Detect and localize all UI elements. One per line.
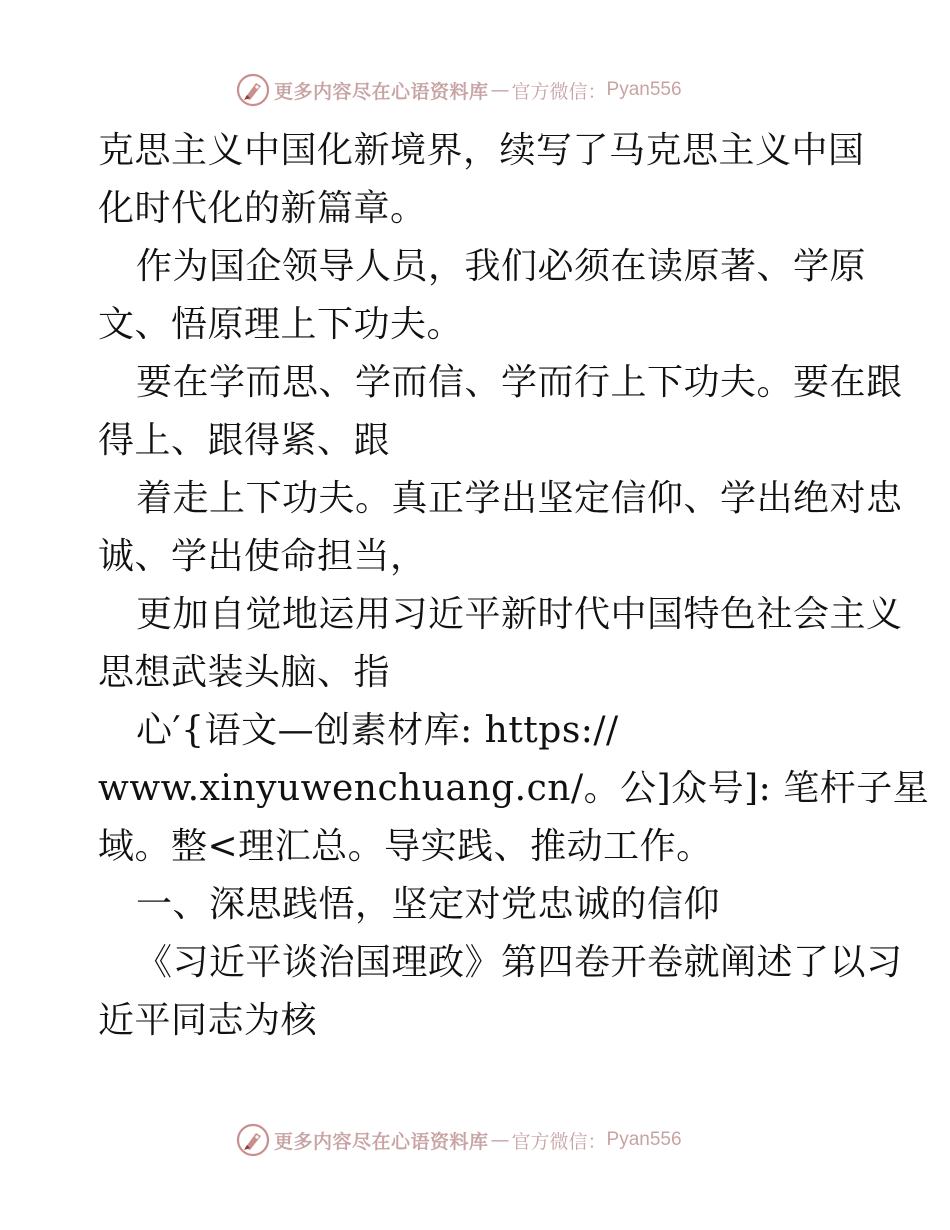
footer-banner [236,1122,682,1158]
text-line: 着走上下功夫。真正学出坚定信仰、学出绝对忠 [136,478,903,519]
text-line: 化时代化的新篇章。 [98,188,427,229]
header-banner [236,72,682,108]
text-line: 要在学而思、学而信、学而行上下功夫。要在跟 [136,362,903,403]
text-line: 更加自觉地运用习近平新时代中国特色社会主义 [136,594,903,635]
banner-separator: — [490,1129,510,1151]
banner-wechat-id: Pyan556 [606,79,682,100]
text-line: 心′{语文—创素材库: https:// [136,710,619,751]
text-line: 文、悟原理上下功夫。 [98,304,464,345]
banner-wechat-label: 官方微信： [511,1130,607,1153]
banner-title: 更多内容尽在心语资料库 [274,1130,489,1153]
text-line: 思想武装头脑、指 [98,652,391,693]
text-line: 《习近平谈治国理政》第四卷开卷就阐述了以习 [136,942,903,983]
text-line: 得上、跟得紧、跟 [98,420,391,461]
text-line: 一、深思践悟，坚定对党忠诚的信仰 [136,884,721,925]
banner-separator: — [490,79,510,101]
text-line: 近平同志为核 [98,1000,318,1041]
text-line: 作为国企领导人员，我们必须在读原著、学原 [136,246,867,287]
pen-nib-logo-icon [236,1123,270,1157]
document-body [98,122,930,1050]
banner-wechat-id: Pyan556 [606,1129,682,1150]
banner-title: 更多内容尽在心语资料库 [274,80,489,103]
pen-nib-logo-icon [236,73,270,107]
text-line: www.xinyuwenchuang.cn/。公]众号]: 笔杆子星 [98,768,930,809]
text-line: 诚、学出使命担当， [98,536,427,577]
text-line: 克思主义中国化新境界，续写了马克思主义中国 [98,130,865,171]
banner-wechat-label: 官方微信： [511,80,607,103]
text-line: 域。整<理汇总。导实践、推动工作。 [98,826,713,867]
